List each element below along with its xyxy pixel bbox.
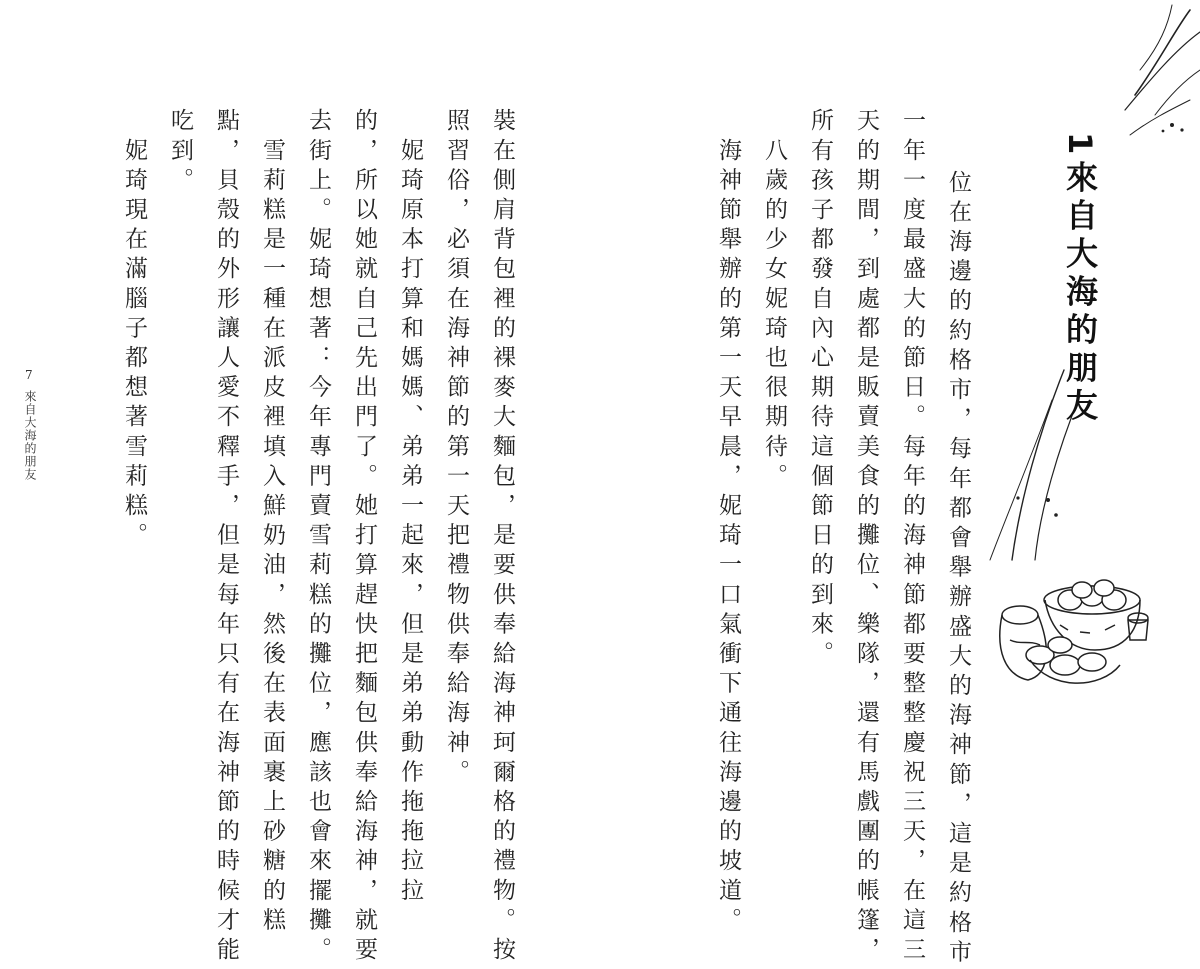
text-column: 海神節舉辦的第一天早晨，妮琦一口氣衝下通往海邊的坡道。 bbox=[715, 108, 741, 937]
text-column: 天的期間，到處都是販賣美食的攤位、樂隊，還有馬戲團的帳篷， bbox=[853, 108, 879, 967]
text-column: 妮琦原本打算和媽媽、弟弟一起來，但是弟弟動作拖拖拉拉 bbox=[397, 108, 423, 908]
text-column: 照習俗，必須在海神節的第一天把禮物供奉給海神。 bbox=[443, 108, 469, 789]
text-column: 去街上。妮琦想著：今年專門賣雪莉糕的攤位，應該也會來擺攤。 bbox=[305, 108, 331, 967]
running-head: 來自大海的朋友 bbox=[23, 390, 37, 481]
food-illustration-icon bbox=[1000, 580, 1148, 683]
text-column: 吃到。 bbox=[167, 108, 193, 197]
chapter-title: 1來自大海的朋友 bbox=[1061, 132, 1099, 427]
text-column: 所有孩子都發自內心期待這個節日的到來。 bbox=[807, 108, 833, 671]
ink-dots bbox=[1016, 123, 1183, 517]
text-column: 點，貝殼的外形讓人愛不釋手，但是每年只有在海神節的時候才能 bbox=[213, 108, 239, 967]
text-column: 妮琦現在滿腦子都想著雪莉糕。 bbox=[121, 108, 147, 552]
text-column: 雪莉糕是一種在派皮裡填入鮮奶油，然後在表面裹上砂糖的糕 bbox=[259, 108, 285, 937]
page-number: 7 bbox=[25, 368, 33, 382]
text-column: 裝在側肩背包裡的裸麥大麵包，是要供奉給海神珂爾格的禮物。按 bbox=[489, 108, 515, 967]
text-column: 八歲的少女妮琦也很期待。 bbox=[761, 108, 787, 493]
text-column: 位在海邊的約格市，每年都會舉辦盛大的海神節，這是約格市 bbox=[945, 140, 971, 969]
text-column: 的，所以她就自己先出門了。她打算趕快把麵包供奉給海神，就要 bbox=[351, 108, 377, 967]
text-column: 一年一度最盛大的節日。每年的海神節都要整整慶祝三天，在這三 bbox=[899, 108, 925, 967]
